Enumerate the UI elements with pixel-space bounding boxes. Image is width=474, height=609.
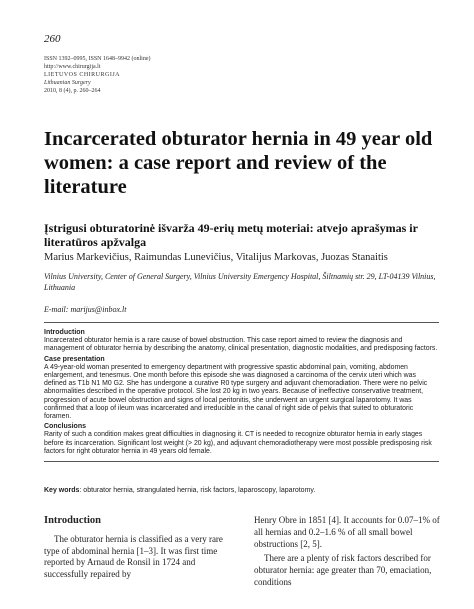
journal-name-en: Lithuanian Surgery (44, 80, 91, 86)
affiliation: Vilnius University, Center of General Surgery, Vilnius University Emergency Hospital, Šiltnamių str. 29, LT-04139 Vilnius, Lithuania (44, 272, 436, 292)
body-paragraph-continued: Henry Obre in 1851 [4]. It accounts for 0.07–1% of all hernias and 0.2–1.6 % of all small bowel obstructions [2, 5]. (254, 515, 440, 549)
keywords-label: Key words (44, 487, 80, 494)
abstract-conclusions-heading: Conclusions (44, 423, 87, 431)
journal-info (44, 55, 151, 95)
body-column-right (254, 515, 444, 589)
body-paragraph: There are a plenty of risk factors described for obturator hernia: age greater than 70, emaciation, conditions (254, 553, 432, 587)
journal-url[interactable]: http://www.chirurgija.lt (44, 64, 101, 70)
author-list: Marius Markevičius, Raimundas Lunevičius, Vitalijus Markovas, Juozas Stanaitis (44, 252, 388, 263)
introduction-heading: Introduction (44, 515, 101, 526)
abstract-conclusions-text: Rarity of such a condition makes great difficulties in diagnosing it. CT is needed to recognize obturator hernia in early stages before its incarceration. Significant lost weight (> 20 kg), and adjuvant chemoradiotherapy were most possible predisposing risk factors for right obturator hernia in 49 years old female. (44, 431, 432, 455)
keywords (44, 487, 315, 494)
abstract (44, 322, 439, 462)
page-number: 260 (44, 33, 61, 45)
abstract-case-text: A 49-year-old woman presented to emergency department with progressive spastic abdominal pain, vomiting, abdomen enlargement, and tenesmus. One month before this episode she was diagnosed a carcinoma of the cervix uteri which was defined as T1b N1 M0 G2. She has undergone a curative R0 type surgery and adjuvant chemoradiation. There were no pelvic abnormalities described in the operative protocol. She lost 20 kg in two years. Because of ineffective conservative treatment, progression of acute bowel obstruction and signs of local peritonitis, she underwent an urgent surgical laparotomy. It was confirmed that a loop of ileum was incarcerated and irreducible in the canal of right side of pelvis that suited to obturatoric foramen. (44, 363, 428, 421)
journal-name: LIETUVOS CHIRURGIJA (44, 72, 120, 78)
abstract-intro-heading: Introduction (44, 329, 85, 336)
contact-email[interactable]: E-mail: marijus@inbox.lt (44, 305, 127, 314)
body-column-left (44, 515, 234, 581)
issn-line: ISSN 1392–0995, ISSN 1648–9942 (online) (44, 56, 151, 62)
abstract-intro-text: Incarcerated obturator hernia is a rare cause of bowel obstruction. This case report aimed to review the diagnosis and management of obturator hernia by describing the anatomy, clinical presentation, diagnostic modalities, and predisposing factors. (44, 337, 438, 353)
article-subtitle: Įstrigusi obturatorinė išvarža 49-erių metų moteriai: atvejo aprašymas ir literatūros apžvalga (44, 221, 418, 249)
body-paragraph: The obturator hernia is classified as a very rare type of abdominal hernia [1–3]. It was first time reported by Arnaud de Ronsil in 1724 and successfully repaired by (44, 533, 223, 580)
article-title: Incarcerated obturator hernia in 49 year old women: a case report and review of the literature (44, 128, 433, 198)
journal-volume: 2010, 8 (4), p. 260–264 (44, 88, 101, 94)
keywords-text: : obturator hernia, strangulated hernia, risk factors, laparoscopy, laparotomy. (79, 487, 316, 494)
abstract-case-heading: Case presentation (44, 355, 105, 363)
